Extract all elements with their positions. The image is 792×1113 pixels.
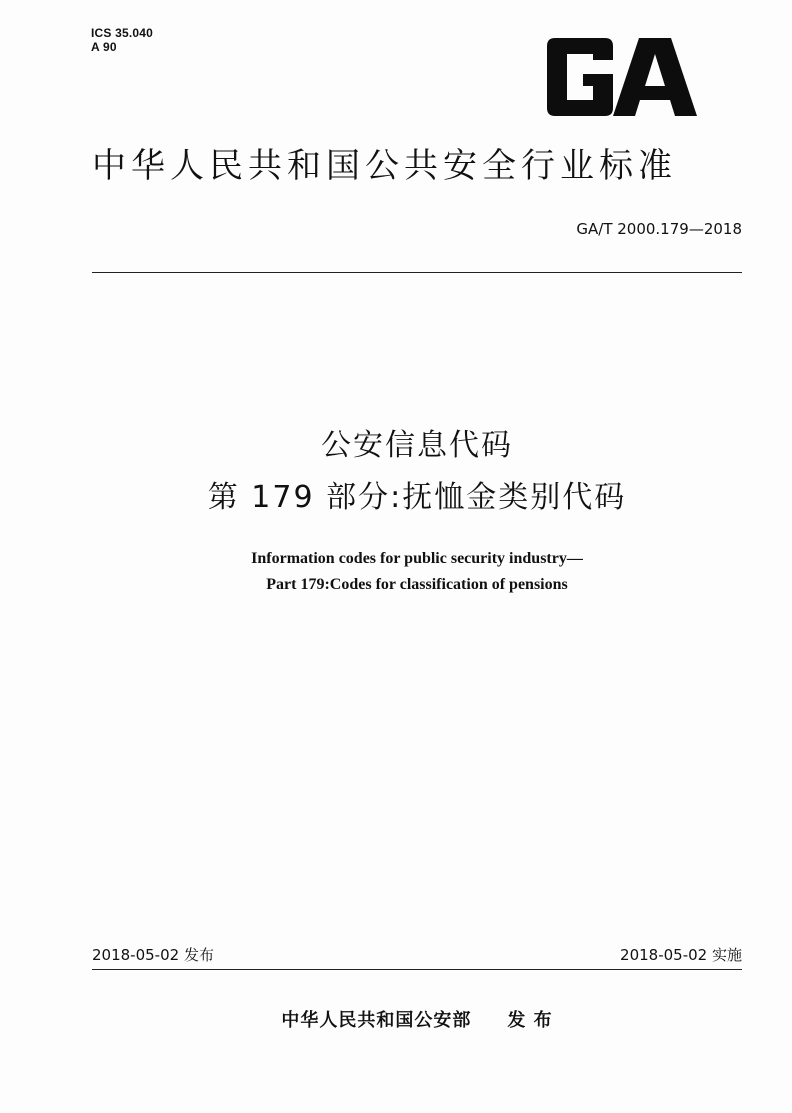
category-code: A 90 bbox=[91, 40, 117, 54]
chinese-title-line-2: 第 179 部分:抚恤金类别代码 bbox=[207, 480, 627, 515]
issue-date: 2018-05-02 发布 bbox=[92, 946, 214, 964]
issuer-title: 中华人民共和国公共安全行业标准 bbox=[92, 146, 677, 186]
bottom-divider bbox=[92, 969, 742, 970]
top-divider bbox=[92, 272, 742, 273]
chinese-title-line-1: 公安信息代码 bbox=[321, 428, 513, 463]
english-title-line-2: Part 179:Codes for classification of pensions bbox=[266, 576, 568, 593]
ics-code: ICS 35.040 bbox=[91, 26, 154, 40]
english-title-line-1: Information codes for public security industry— bbox=[251, 550, 583, 567]
publish-action: 发 布 bbox=[507, 1010, 553, 1031]
standard-code: GA/T 2000.179—2018 bbox=[576, 220, 742, 238]
classification-codes bbox=[91, 26, 153, 54]
publisher-name: 中华人民共和国公安部 bbox=[281, 1010, 472, 1031]
publisher-line bbox=[92, 1008, 742, 1034]
implementation-date: 2018-05-02 实施 bbox=[620, 946, 742, 964]
ga-logo-mark bbox=[543, 36, 699, 118]
ga-logo bbox=[543, 36, 699, 118]
